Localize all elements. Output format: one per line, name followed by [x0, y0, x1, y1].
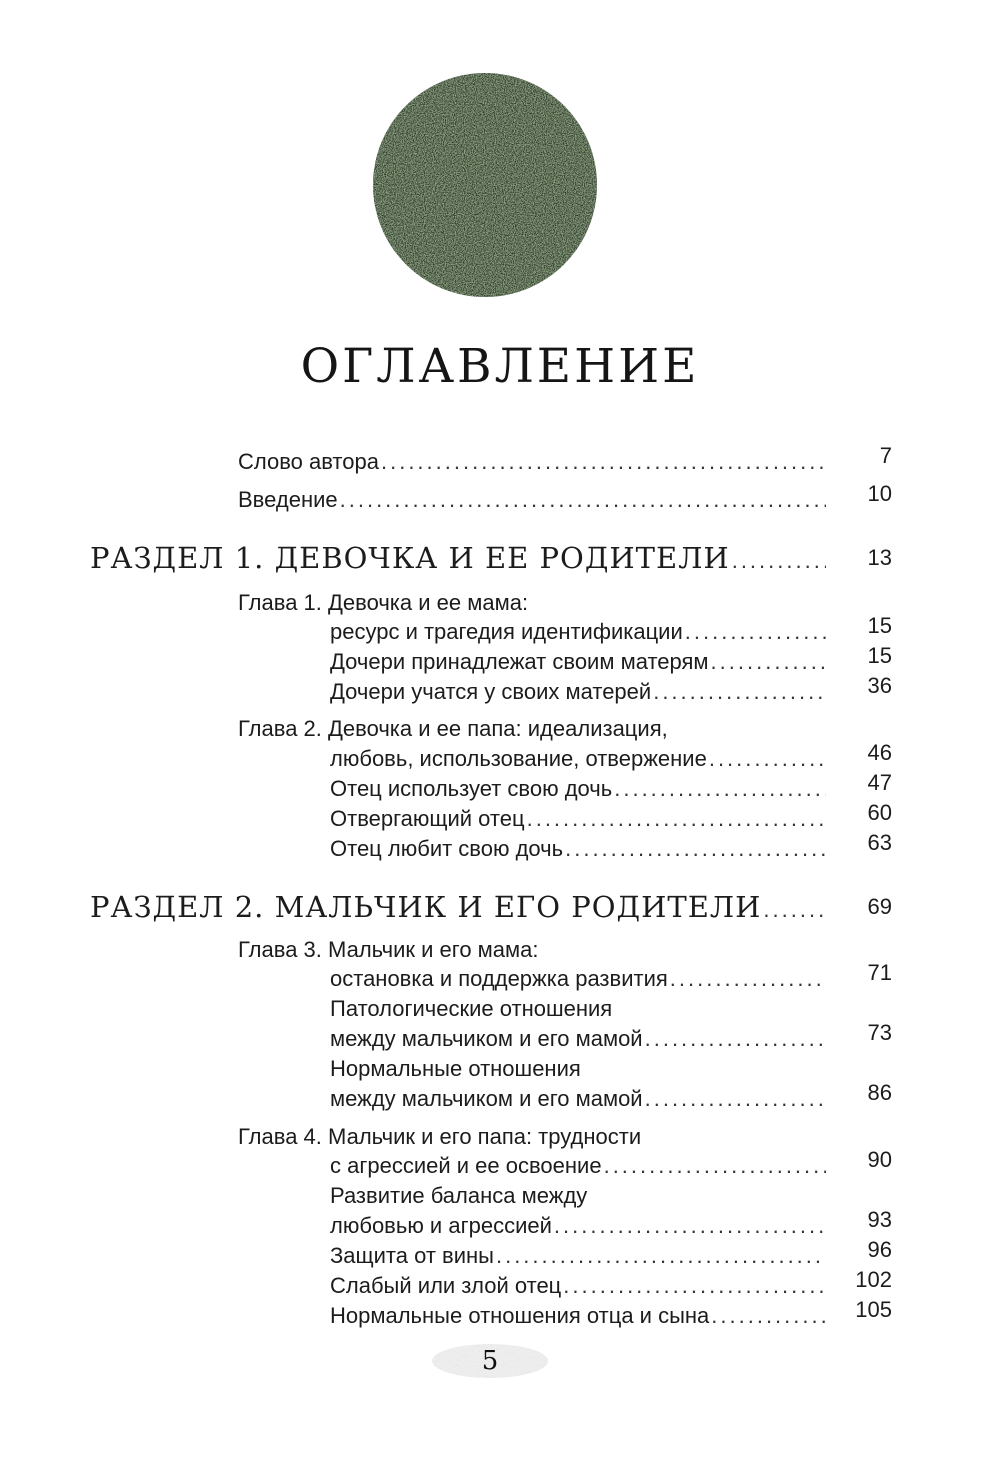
leader-dots — [563, 1271, 826, 1301]
toc-page-number: 15 — [867, 643, 892, 668]
toc-item[interactable] — [330, 1024, 826, 1054]
toc-item-label: Защита от вины — [330, 1243, 494, 1268]
toc-entry-author-word[interactable] — [238, 447, 826, 477]
toc-section-1[interactable] — [90, 538, 826, 581]
toc-item[interactable] — [330, 647, 826, 677]
toc-chapter-4-title[interactable] — [238, 1122, 641, 1152]
toc-entry-label: Слово автора — [238, 449, 379, 474]
chapter-prefix: Глава 1. — [238, 590, 322, 615]
toc-page-number: 96 — [867, 1237, 892, 1262]
toc-section-2[interactable] — [90, 887, 826, 930]
toc-section-label: РАЗДЕЛ 1. ДЕВОЧКА И ЕЕ РОДИТЕЛИ — [90, 541, 730, 575]
toc-item[interactable] — [330, 1211, 826, 1241]
toc-item[interactable] — [330, 1301, 826, 1331]
toc-section-label: РАЗДЕЛ 2. МАЛЬЧИК И ЕГО РОДИТЕЛИ — [90, 890, 762, 924]
toc-item[interactable] — [330, 774, 826, 804]
leader-dots — [711, 1301, 826, 1331]
leader-dots — [604, 1151, 826, 1181]
toc-page-number: 15 — [867, 613, 892, 638]
toc-item[interactable] — [330, 804, 826, 834]
toc-item-first-line[interactable]: Патологические отношения — [330, 996, 613, 1021]
toc-page-number: 13 — [867, 545, 892, 570]
toc-page-number: 60 — [867, 800, 892, 825]
leader-dots — [709, 744, 826, 774]
toc-chapter-2-subtitle[interactable] — [330, 744, 826, 774]
leader-dots — [711, 647, 826, 677]
toc-page-number: 86 — [867, 1080, 892, 1105]
toc-chapter-3-title[interactable] — [238, 935, 539, 965]
chapter-title-line: любовь, использование, отвержение — [330, 746, 707, 771]
chapter-title-line: ресурс и трагедия идентификации — [330, 619, 683, 644]
toc-chapter-4-subtitle[interactable] — [330, 1151, 826, 1181]
decorative-dark-circle — [370, 70, 600, 300]
toc-page-number: 71 — [867, 960, 892, 985]
leader-dots — [653, 677, 826, 707]
chapter-title-line: Мальчик и его мама: — [328, 937, 539, 962]
toc-page-number: 46 — [867, 740, 892, 765]
chapter-prefix: Глава 3. — [238, 937, 322, 962]
page-title: ОГЛАВЛЕНИЕ — [300, 339, 700, 394]
page-number-badge — [430, 1342, 550, 1380]
leader-dots — [340, 485, 826, 515]
toc-item-label: Отвергающий отец — [330, 806, 525, 831]
leader-dots — [614, 774, 826, 804]
leader-dots — [732, 541, 826, 581]
toc-page-number: 7 — [879, 443, 892, 468]
page-number: 5 — [481, 1346, 499, 1376]
toc-page-number: 73 — [867, 1020, 892, 1045]
toc-item-label: Дочери учатся у своих матерей — [330, 679, 652, 704]
toc-entry-label: Введение — [238, 487, 338, 512]
leader-dots — [554, 1211, 826, 1241]
toc-chapter-1-subtitle[interactable] — [330, 617, 826, 647]
toc-item[interactable] — [330, 1271, 826, 1301]
toc-item-first-line[interactable]: Развитие баланса между — [330, 1183, 588, 1208]
toc-item-label: между мальчиком и его мамой — [330, 1026, 643, 1051]
toc-item-label: между мальчиком и его мамой — [330, 1086, 643, 1111]
chapter-title-line: Девочка и ее мама: — [328, 590, 529, 615]
leader-dots — [645, 1084, 826, 1114]
toc-item-label: Дочери принадлежат своим матерям — [330, 649, 709, 674]
leader-dots — [685, 617, 826, 647]
toc-chapter-1-title[interactable] — [238, 588, 528, 618]
toc-chapter-3-subtitle[interactable] — [330, 964, 826, 994]
chapter-title-line: Мальчик и его папа: трудности — [328, 1124, 642, 1149]
leader-dots — [645, 1024, 826, 1054]
toc-item-label: Слабый или злой отец — [330, 1273, 562, 1298]
toc-item-label: Отец любит свою дочь — [330, 836, 564, 861]
toc-page-number: 90 — [867, 1147, 892, 1172]
toc-page-number: 36 — [867, 673, 892, 698]
chapter-title-line: Девочка и ее папа: идеализация, — [328, 716, 668, 741]
toc-item[interactable] — [330, 677, 826, 707]
toc-item-first-line[interactable]: Нормальные отношения — [330, 1056, 581, 1081]
leader-dots — [565, 834, 826, 864]
toc-item[interactable] — [330, 1241, 826, 1271]
toc-item-label: любовью и агрессией — [330, 1213, 552, 1238]
toc-page-number: 69 — [867, 894, 892, 919]
toc-chapter-2-title[interactable] — [238, 714, 668, 744]
toc-page-number: 93 — [867, 1207, 892, 1232]
toc-item-label: Нормальные отношения отца и сына — [330, 1303, 710, 1328]
chapter-title-line: с агрессией и ее освоение — [330, 1153, 602, 1178]
toc-entry-introduction[interactable] — [238, 485, 826, 515]
toc-item-label: Отец использует свою дочь — [330, 776, 613, 801]
toc-page-number: 63 — [867, 830, 892, 855]
toc-item[interactable] — [330, 1084, 826, 1114]
chapter-prefix: Глава 2. — [238, 716, 322, 741]
toc-page-number: 102 — [855, 1267, 892, 1292]
leader-dots — [381, 447, 826, 477]
toc-page-number: 10 — [867, 481, 892, 506]
chapter-title-line: остановка и поддержка развития — [330, 966, 668, 991]
leader-dots — [670, 964, 826, 994]
leader-dots — [496, 1241, 826, 1271]
toc-item[interactable] — [330, 834, 826, 864]
toc-page-number: 47 — [867, 770, 892, 795]
chapter-prefix: Глава 4. — [238, 1124, 322, 1149]
leader-dots — [763, 890, 826, 930]
leader-dots — [527, 804, 826, 834]
toc-page-number: 105 — [855, 1297, 892, 1322]
